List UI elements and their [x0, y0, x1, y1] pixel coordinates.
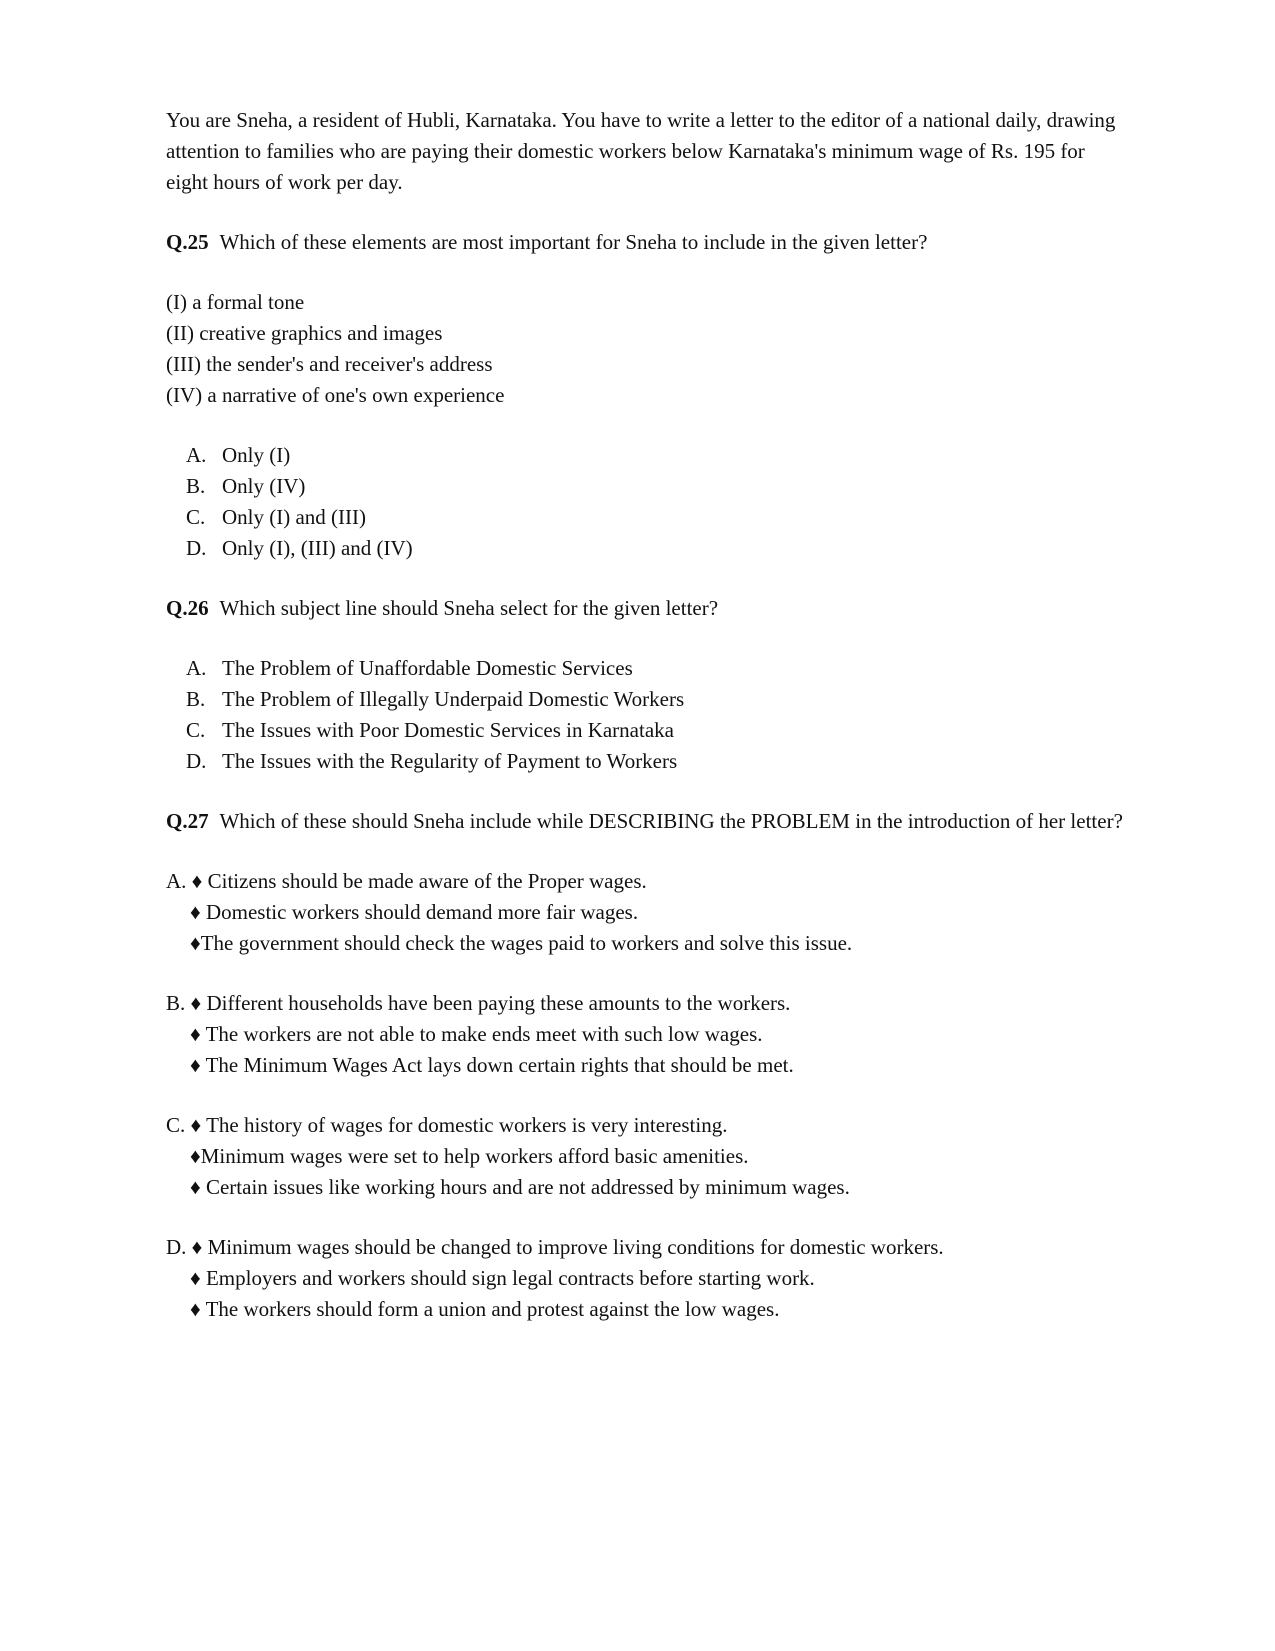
- option-letter: A.: [186, 443, 207, 467]
- q27-option-b: [166, 988, 1126, 1081]
- option-text: The Issues with the Regularity of Payment to Workers: [222, 749, 678, 773]
- bullet-line: ♦ Domestic workers should demand more fair wages.: [190, 900, 639, 924]
- bullet-line: ♦ Certain issues like working hours and are not addressed by minimum wages.: [190, 1175, 850, 1199]
- document-page: [166, 105, 1126, 1354]
- bullet-line: C. ♦ The history of wages for domestic workers is very interesting.: [166, 1113, 728, 1137]
- bullet-line: ♦ The Minimum Wages Act lays down certain rights that should be met.: [190, 1053, 794, 1077]
- question-number: Q.26: [166, 596, 209, 620]
- q27-option-d: [166, 1232, 1126, 1325]
- option-text: Only (I) and (III): [222, 505, 367, 529]
- question-text: Which subject line should Sneha select for the given letter?: [219, 596, 719, 620]
- statement: (I) a formal tone: [166, 290, 305, 314]
- option-letter: C.: [186, 718, 206, 742]
- scenario-intro: You are Sneha, a resident of Hubli, Karnataka. You have to write a letter to the editor of a national daily, drawing attention to families who are paying their domestic workers below Karnataka's minimum wage of Rs. 195 for eight hours of work per day.: [166, 108, 1116, 194]
- question-26: [166, 593, 1126, 624]
- option-text: Only (I), (III) and (IV): [222, 536, 413, 560]
- question-text: Which of these should Sneha include while DESCRIBING the PROBLEM in the introduction of her letter?: [219, 809, 1123, 833]
- answer-option: [186, 684, 1126, 715]
- statement: (IV) a narrative of one's own experience: [166, 383, 505, 407]
- q25-options: [166, 440, 1126, 564]
- option-text: Only (IV): [222, 474, 306, 498]
- option-letter: A.: [186, 656, 207, 680]
- answer-option: [186, 533, 1126, 564]
- q26-options: [166, 653, 1126, 777]
- answer-option: [186, 715, 1126, 746]
- question-text: Which of these elements are most important for Sneha to include in the given letter?: [219, 230, 928, 254]
- bullet-line: A. ♦ Citizens should be made aware of the Proper wages.: [166, 869, 647, 893]
- bullet-line: ♦ The workers are not able to make ends meet with such low wages.: [190, 1022, 763, 1046]
- question-number: Q.27: [166, 809, 209, 833]
- q25-statements: [166, 287, 1126, 411]
- statement: (III) the sender's and receiver's address: [166, 352, 493, 376]
- bullet-line: ♦Minimum wages were set to help workers afford basic amenities.: [190, 1144, 749, 1168]
- bullet-line: ♦ Employers and workers should sign legal contracts before starting work.: [190, 1266, 815, 1290]
- bullet-line: ♦ The workers should form a union and protest against the low wages.: [190, 1297, 780, 1321]
- option-text: The Problem of Unaffordable Domestic Services: [222, 656, 633, 680]
- statement: (II) creative graphics and images: [166, 321, 443, 345]
- answer-option: [186, 746, 1126, 777]
- answer-option: [186, 440, 1126, 471]
- option-text: The Issues with Poor Domestic Services in Karnataka: [222, 718, 674, 742]
- option-text: The Problem of Illegally Underpaid Domestic Workers: [222, 687, 685, 711]
- q27-option-a: [166, 866, 1126, 959]
- option-letter: C.: [186, 505, 206, 529]
- q27-option-c: [166, 1110, 1126, 1203]
- option-letter: D.: [186, 536, 207, 560]
- answer-option: [186, 653, 1126, 684]
- question-27: [166, 806, 1126, 837]
- bullet-line: D. ♦ Minimum wages should be changed to improve living conditions for domestic workers.: [166, 1235, 944, 1259]
- option-letter: B.: [186, 687, 206, 711]
- option-text: Only (I): [222, 443, 291, 467]
- question-25: [166, 227, 1126, 258]
- option-letter: B.: [186, 474, 206, 498]
- option-letter: D.: [186, 749, 207, 773]
- answer-option: [186, 502, 1126, 533]
- bullet-line: ♦The government should check the wages paid to workers and solve this issue.: [190, 931, 853, 955]
- question-number: Q.25: [166, 230, 209, 254]
- answer-option: [186, 471, 1126, 502]
- bullet-line: B. ♦ Different households have been paying these amounts to the workers.: [166, 991, 791, 1015]
